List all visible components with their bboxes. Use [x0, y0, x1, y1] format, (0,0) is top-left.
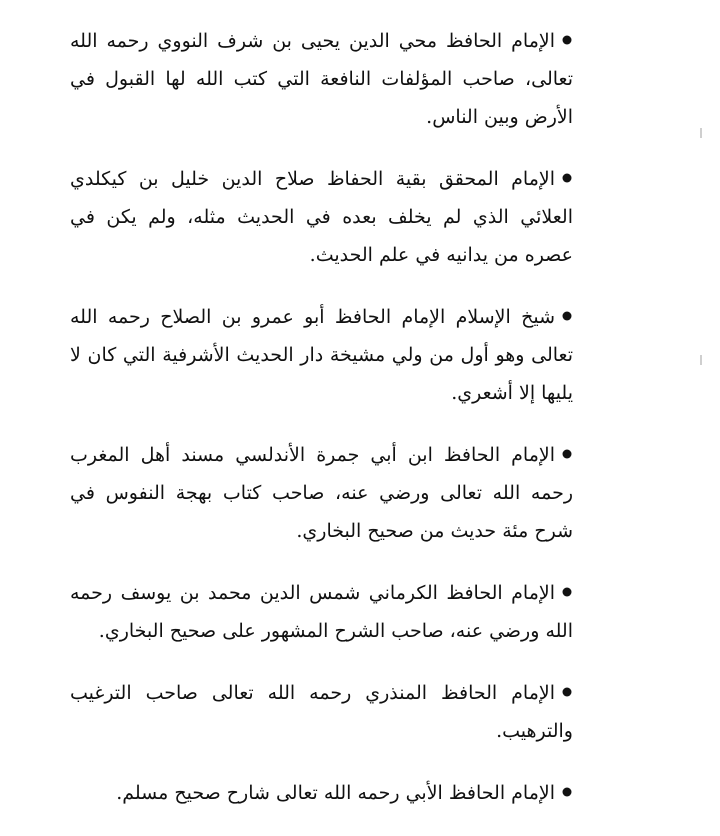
list-item [70, 298, 573, 412]
list-item [70, 774, 573, 812]
list-item [70, 436, 573, 550]
bullet-dot-icon [561, 686, 573, 698]
list-item [70, 574, 573, 650]
entry-text: الإمام الحافظ المنذري رحمه الله تعالى صاحب الترغيب والترهيب. [70, 682, 573, 742]
list-item [70, 22, 573, 136]
list-item [70, 674, 573, 750]
entry-text: الإمام المحقق بقية الحفاظ صلاح الدين خليل بن كيكلدي العلائي الذي لم يخلف بعده في الحديث مثله، ولم يكن في عصره من يدانيه في علم الحديث. [70, 168, 573, 266]
bullet-dot-icon [561, 448, 573, 460]
bullet-dot-icon [561, 172, 573, 184]
scholar-list [70, 22, 573, 836]
list-item [70, 160, 573, 274]
bullet-dot-icon [561, 310, 573, 322]
bullet-dot-icon [561, 786, 573, 798]
entry-text: الإمام الحافظ ابن أبي جمرة الأندلسي مسند أهل المغرب رحمه الله تعالى ورضي عنه، صاحب كتاب بهجة النفوس في شرح مئة حديث من صحيح البخاري. [70, 444, 573, 542]
bullet-dot-icon [561, 586, 573, 598]
scan-artifact-mark [700, 128, 702, 138]
entry-text: الإمام الحافظ محي الدين يحيى بن شرف النووي رحمه الله تعالى، صاحب المؤلفات النافعة التي كتب الله لها القبول في الأرض وبين الناس. [70, 30, 573, 128]
scan-artifact-mark [700, 355, 702, 365]
entry-text: شيخ الإسلام الإمام الحافظ أبو عمرو بن الصلاح رحمه الله تعالى وهو أول من ولي مشيخة دار الحديث الأشرفية التي كان لا يليها إلا أشعري. [70, 306, 573, 404]
bullet-dot-icon [561, 34, 573, 46]
entry-text: الإمام الحافظ الأبي رحمه الله تعالى شارح صحيح مسلم. [116, 782, 555, 804]
entry-text: الإمام الحافظ الكرماني شمس الدين محمد بن يوسف رحمه الله ورضي عنه، صاحب الشرح المشهور على صحيح البخاري. [70, 582, 573, 642]
